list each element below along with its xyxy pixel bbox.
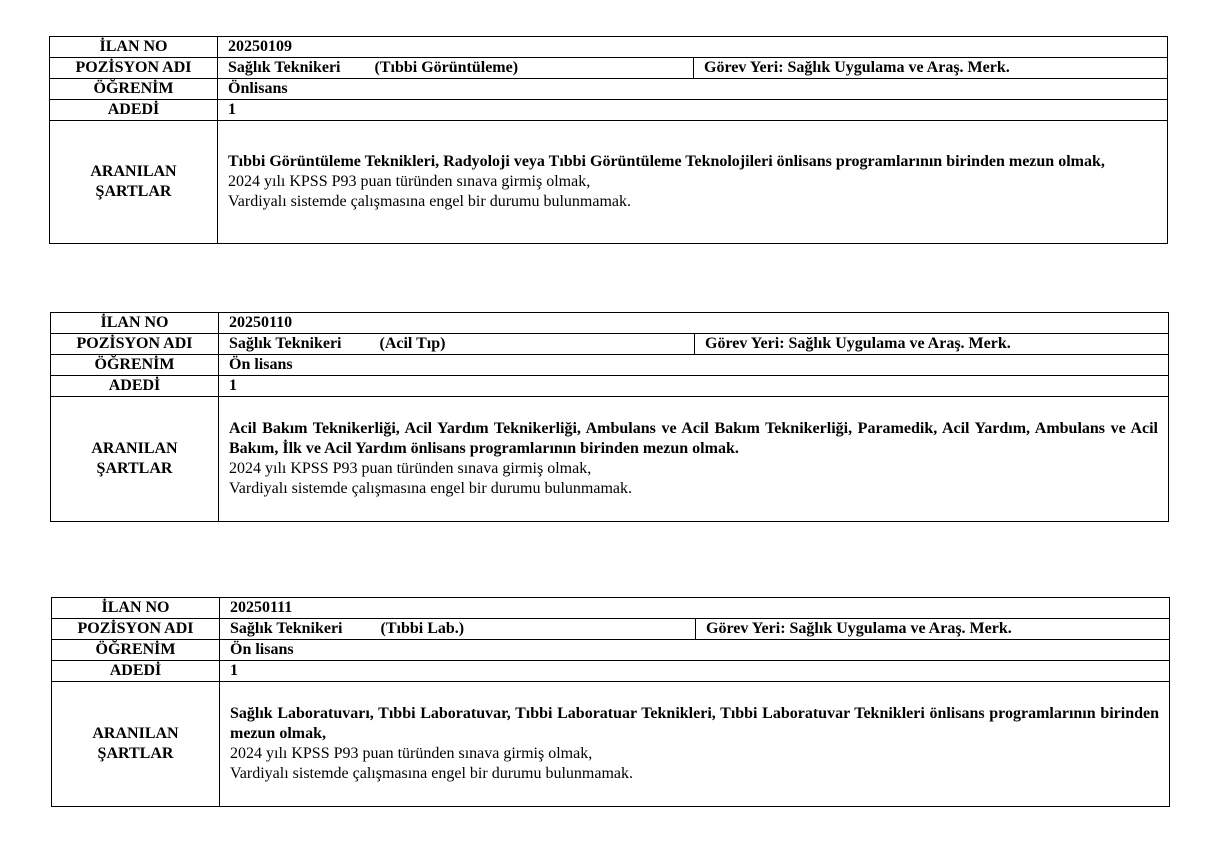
row-adedi (50, 100, 1168, 121)
requirement-kpss: 2024 yılı KPSS P93 puan türünden sınava girmiş olmak, (229, 460, 592, 477)
row-ilan-no (51, 313, 1169, 334)
pozisyon-value (220, 619, 696, 640)
gorev-yeri: Görev Yeri: Sağlık Uygulama ve Araş. Merk. (696, 619, 1170, 640)
ilan-no-label: İLAN NO (51, 313, 219, 334)
ogrenim-value: Önlisans (218, 79, 1168, 100)
requirements-label (51, 397, 219, 522)
adedi-label: ADEDİ (51, 376, 219, 397)
position-detail: (Tıbbi Görüntüleme) (374, 59, 519, 76)
pozisyon-value (219, 334, 695, 355)
position-name: Sağlık Teknikeri (228, 59, 341, 76)
pozisyon-label: POZİSYON ADI (51, 334, 219, 355)
row-pozisyon (50, 58, 1168, 79)
ogrenim-label: ÖĞRENİM (51, 355, 219, 376)
position-name: Sağlık Teknikeri (230, 620, 343, 637)
requirement-education: Sağlık Laboratuvarı, Tıbbi Laboratuvar, Tıbbi Laboratuar Teknikleri, Tıbbi Laboratuvar Teknikleri önlisans programlarının birinden mezun olmak, (230, 705, 1159, 742)
requirement-shift: Vardiyalı sistemde çalışmasına engel bir durumu bulunmamak. (230, 765, 634, 782)
ilan-no-label: İLAN NO (50, 37, 218, 58)
listing-table (51, 597, 1170, 807)
row-ilan-no (50, 37, 1168, 58)
ogrenim-value: Ön lisans (219, 355, 1169, 376)
pozisyon-label: POZİSYON ADI (50, 58, 218, 79)
requirements-label-line2: ŞARTLAR (97, 745, 174, 762)
requirements-body (220, 682, 1170, 807)
requirements-label-line1: ARANILAN (90, 163, 177, 180)
adedi-value: 1 (218, 100, 1168, 121)
requirements-label (52, 682, 220, 807)
row-requirements (52, 682, 1170, 807)
position-detail: (Acil Tıp) (379, 335, 446, 352)
row-adedi (52, 661, 1170, 682)
ilan-no-value: 20250111 (220, 598, 1170, 619)
gorev-yeri: Görev Yeri: Sağlık Uygulama ve Araş. Merk. (695, 334, 1169, 355)
position-detail: (Tıbbi Lab.) (380, 620, 465, 637)
row-ogrenim (52, 640, 1170, 661)
adedi-label: ADEDİ (50, 100, 218, 121)
ogrenim-value: Ön lisans (220, 640, 1170, 661)
row-ogrenim (51, 355, 1169, 376)
requirement-kpss: 2024 yılı KPSS P93 puan türünden sınava girmiş olmak, (228, 173, 591, 190)
ilan-no-value: 20250109 (218, 37, 1168, 58)
pozisyon-value (218, 58, 694, 79)
requirement-kpss: 2024 yılı KPSS P93 puan türünden sınava girmiş olmak, (230, 745, 593, 762)
listing-table (49, 36, 1168, 244)
row-requirements (50, 121, 1168, 244)
row-adedi (51, 376, 1169, 397)
row-requirements (51, 397, 1169, 522)
ilan-no-label: İLAN NO (52, 598, 220, 619)
adedi-value: 1 (220, 661, 1170, 682)
gorev-yeri: Görev Yeri: Sağlık Uygulama ve Araş. Merk. (694, 58, 1168, 79)
requirement-shift: Vardiyalı sistemde çalışmasına engel bir durumu bulunmamak. (229, 480, 633, 497)
requirements-label-line2: ŞARTLAR (96, 460, 173, 477)
requirements-body (219, 397, 1169, 522)
requirements-body (218, 121, 1168, 244)
requirement-shift: Vardiyalı sistemde çalışmasına engel bir durumu bulunmamak. (228, 193, 632, 210)
row-ogrenim (50, 79, 1168, 100)
row-pozisyon (51, 334, 1169, 355)
requirements-label-line2: ŞARTLAR (95, 183, 172, 200)
adedi-value: 1 (219, 376, 1169, 397)
requirement-education: Tıbbi Görüntüleme Teknikleri, Radyoloji veya Tıbbi Görüntüleme Teknolojileri önlisans programlarının birinden mezun olmak, (228, 153, 1105, 170)
ogrenim-label: ÖĞRENİM (50, 79, 218, 100)
row-pozisyon (52, 619, 1170, 640)
requirements-label-line1: ARANILAN (91, 440, 178, 457)
adedi-label: ADEDİ (52, 661, 220, 682)
position-name: Sağlık Teknikeri (229, 335, 342, 352)
requirements-label (50, 121, 218, 244)
row-ilan-no (52, 598, 1170, 619)
ilan-no-value: 20250110 (219, 313, 1169, 334)
listing-table (50, 312, 1169, 522)
requirement-education: Acil Bakım Teknikerliği, Acil Yardım Teknikerliği, Ambulans ve Acil Bakım Teknikerliği, Paramedik, Acil Yardım, Ambulans ve Acil Bakım, İlk ve Acil Yardım önlisans programlarının birinden mezun olmak. (229, 420, 1158, 457)
ogrenim-label: ÖĞRENİM (52, 640, 220, 661)
pozisyon-label: POZİSYON ADI (52, 619, 220, 640)
requirements-label-line1: ARANILAN (92, 725, 179, 742)
